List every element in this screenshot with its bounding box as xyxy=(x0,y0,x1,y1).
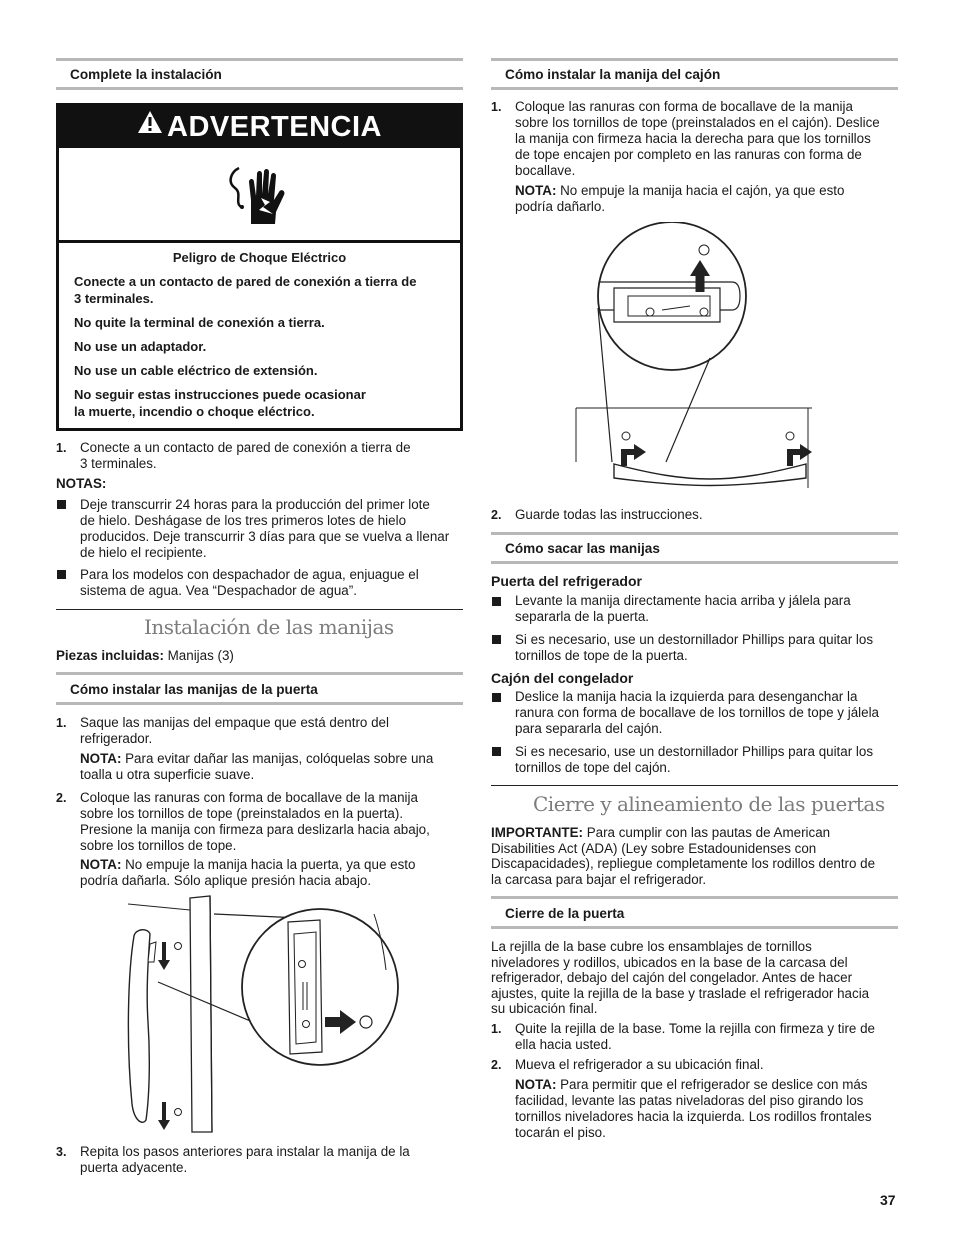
remove-text: Si es necesario, use un destornillador Phillips para quitar los xyxy=(515,744,874,759)
rule xyxy=(491,926,898,929)
nota-text: No empuje la manija hacia el cajón, ya que esto xyxy=(556,183,845,198)
importante-text: Discapacidades), repliegue completamente los rodillos dentro de xyxy=(491,856,876,871)
nota-text: tocarán el piso. xyxy=(515,1125,606,1140)
step-number: 2. xyxy=(491,1058,502,1072)
rule xyxy=(491,896,898,899)
step-text: puerta adyacente. xyxy=(80,1160,188,1175)
complete-heading: Complete la instalación xyxy=(70,67,222,82)
rule xyxy=(56,87,463,90)
remove-heading: Cómo sacar las manijas xyxy=(505,541,660,556)
freezer-label: Cajón del congelador xyxy=(491,670,634,686)
fridge-door-label: Puerta del refrigerador xyxy=(491,573,642,589)
step-number: 3. xyxy=(56,1145,67,1159)
bullet xyxy=(492,597,501,606)
rule xyxy=(491,532,898,535)
step-text: sobre los tornillos de tope (preinstalados en la puerta). xyxy=(80,806,404,821)
remove-text: Si es necesario, use un destornillador Phillips para quitar los xyxy=(515,632,874,647)
rule xyxy=(56,609,463,610)
door-heading: Cómo instalar las manijas de la puerta xyxy=(70,682,318,697)
remove-text: separarla de la puerta. xyxy=(515,609,649,624)
nota-text: facilidad, levante las patas niveladoras del piso girando los xyxy=(515,1093,864,1108)
drawer-handle-illustration xyxy=(570,222,820,494)
note-text: de hielo el recipiente. xyxy=(80,545,207,560)
parts-label: Piezas incluidas: xyxy=(56,648,164,663)
remove-text: tornillos de tope del cajón. xyxy=(515,760,671,775)
electric-shock-hand-icon xyxy=(221,160,291,230)
hazard-title: Peligro de Choque Eléctrico xyxy=(172,250,347,265)
rule xyxy=(56,702,463,705)
step-text: Quite la rejilla de la base. Tome la rejilla con firmeza y tire de xyxy=(515,1021,875,1036)
step-text: Guarde todas las instrucciones. xyxy=(515,507,703,522)
drawer-heading: Cómo instalar la manija del cajón xyxy=(505,67,721,82)
drawer-nota xyxy=(515,183,844,199)
notas-label: NOTAS: xyxy=(56,476,107,491)
warning-header xyxy=(59,106,460,148)
warning-line: No quite la terminal de conexión a tierra. xyxy=(74,315,325,330)
section-title-doors: Cierre y alineamiento de las puertas xyxy=(533,792,885,816)
nota-text: toalla u otra superficie suave. xyxy=(80,767,255,782)
bullet xyxy=(57,500,66,509)
close-para: ajustes, quite la rejilla de la base y traslade el refrigerador hacia xyxy=(491,986,870,1001)
nota-label: NOTA: xyxy=(80,751,122,766)
close-nota xyxy=(515,1077,868,1093)
warning-line: No use un adaptador. xyxy=(74,339,207,354)
step-number: 1. xyxy=(56,441,67,455)
nota-text: podría dañarlo. xyxy=(515,199,606,214)
rule xyxy=(56,672,463,675)
warning-line: la muerte, incendio o choque eléctrico. xyxy=(74,404,315,419)
note-text: producidos. Deje transcurrir 3 días para que se vuelva a llenar xyxy=(80,529,450,544)
warning-line: No use un cable eléctrico de extensión. xyxy=(74,363,318,378)
warning-line: Conecte a un contacto de pared de conexión a tierra de xyxy=(74,274,417,289)
rule xyxy=(491,58,898,61)
step-text: Coloque las ranuras con forma de bocallave de la manija xyxy=(515,99,853,114)
step-number: 2. xyxy=(491,508,502,522)
step-number: 2. xyxy=(56,791,67,805)
step-text: Mueva el refrigerador a su ubicación final. xyxy=(515,1057,764,1072)
warning-title: ADVERTENCIA xyxy=(167,111,382,143)
nota-label: NOTA: xyxy=(515,183,557,198)
step-text: sobre los tornillos de tope. xyxy=(80,838,237,853)
remove-text: ranura con forma de bocallave de los tornillos de tope y jálela xyxy=(515,705,879,720)
step-text: sobre los tornillos de tope (preinstalados en el cajón). Deslice xyxy=(515,115,880,130)
nota-label: NOTA: xyxy=(515,1077,557,1092)
bullet xyxy=(492,747,501,756)
step-text: Coloque las ranuras con forma de bocallave de la manija xyxy=(80,790,418,805)
nota-label: NOTA: xyxy=(80,857,122,872)
importante-text: la carcasa para bajar el refrigerador. xyxy=(491,872,707,887)
warning-line: No seguir estas instrucciones puede ocasionar xyxy=(74,387,366,402)
remove-text: tornillos de tope de la puerta. xyxy=(515,648,688,663)
warning-box xyxy=(56,103,463,431)
remove-text: Deslice la manija hacia la izquierda para desenganchar la xyxy=(515,689,858,704)
nota-1 xyxy=(80,751,433,767)
shock-hazard-area xyxy=(59,148,460,243)
nota-2 xyxy=(80,857,415,873)
close-para: su ubicación final. xyxy=(491,1001,598,1016)
step-text: Presione la manija con firmeza para deslizarla hacia abajo, xyxy=(80,822,430,837)
nota-text: Para evitar dañar las manijas, colóquelas sobre una xyxy=(121,751,434,766)
close-heading: Cierre de la puerta xyxy=(505,906,625,921)
step-text: ella hacia usted. xyxy=(515,1037,612,1052)
section-title-handles: Instalación de las manijas xyxy=(144,615,394,639)
door-handle-illustration xyxy=(120,892,400,1142)
parts-included xyxy=(56,648,234,664)
close-para: La rejilla de la base cubre los ensamblajes de tornillos xyxy=(491,939,812,954)
remove-text: para separarla del cajón. xyxy=(515,721,663,736)
warning-triangle-icon xyxy=(137,104,163,146)
note-text: Para los modelos con despachador de agua, enjuague el xyxy=(80,567,419,582)
parts-value: Manijas (3) xyxy=(163,648,234,663)
importante-text: Para cumplir con las pautas de American xyxy=(583,825,831,840)
bullet xyxy=(57,570,66,579)
step-number: 1. xyxy=(491,1022,502,1036)
rule xyxy=(491,561,898,564)
note-text: de hielo. Deshágase de los tres primeros lotes de hielo xyxy=(80,513,407,528)
nota-text: podría dañarla. Sólo aplique presión hacia abajo. xyxy=(80,873,372,888)
step-text: Saque las manijas del empaque que está dentro del xyxy=(80,715,389,730)
step-text: 3 terminales. xyxy=(80,456,157,471)
step-number: 1. xyxy=(56,716,67,730)
bullet xyxy=(492,635,501,644)
page-number: 37 xyxy=(880,1192,896,1208)
importante xyxy=(491,825,830,841)
step-text: Repita los pasos anteriores para instalar la manija de la xyxy=(80,1144,410,1159)
note-text: Deje transcurrir 24 horas para la producción del primer lote xyxy=(80,497,430,512)
note-text: sistema de agua. Vea “Despachador de agua”. xyxy=(80,583,357,598)
rule xyxy=(491,87,898,90)
remove-text: Levante la manija directamente hacia arriba y jálela para xyxy=(515,593,851,608)
step-text: de tope encajen por completo en las ranuras con forma de xyxy=(515,147,862,162)
warning-line: 3 terminales. xyxy=(74,291,154,306)
step-text: bocallave. xyxy=(515,163,576,178)
step-text: refrigerador. xyxy=(80,731,153,746)
importante-label: IMPORTANTE: xyxy=(491,825,583,840)
nota-text: No empuje la manija hacia la puerta, ya que esto xyxy=(121,857,416,872)
step-number: 1. xyxy=(491,100,502,114)
close-para: refrigerador, debajo del cajón del congelador. Antes de hacer xyxy=(491,970,853,985)
close-para: niveladores y rodillos, ubicados en la base de la carcasa del xyxy=(491,955,848,970)
bullet xyxy=(492,693,501,702)
nota-text: tornillos niveladores hacia la izquierda. Los rodillos frontales xyxy=(515,1109,872,1124)
step-text: Conecte a un contacto de pared de conexión a tierra de xyxy=(80,440,411,455)
importante-text: Disabilities Act (ADA) (Ley sobre Estadounidenses con xyxy=(491,841,817,856)
nota-text: Para permitir que el refrigerador se deslice con más xyxy=(556,1077,868,1092)
rule xyxy=(491,785,898,786)
step-text: la manija con firmeza hacia la derecha para que los tornillos xyxy=(515,131,871,146)
rule xyxy=(56,58,463,61)
